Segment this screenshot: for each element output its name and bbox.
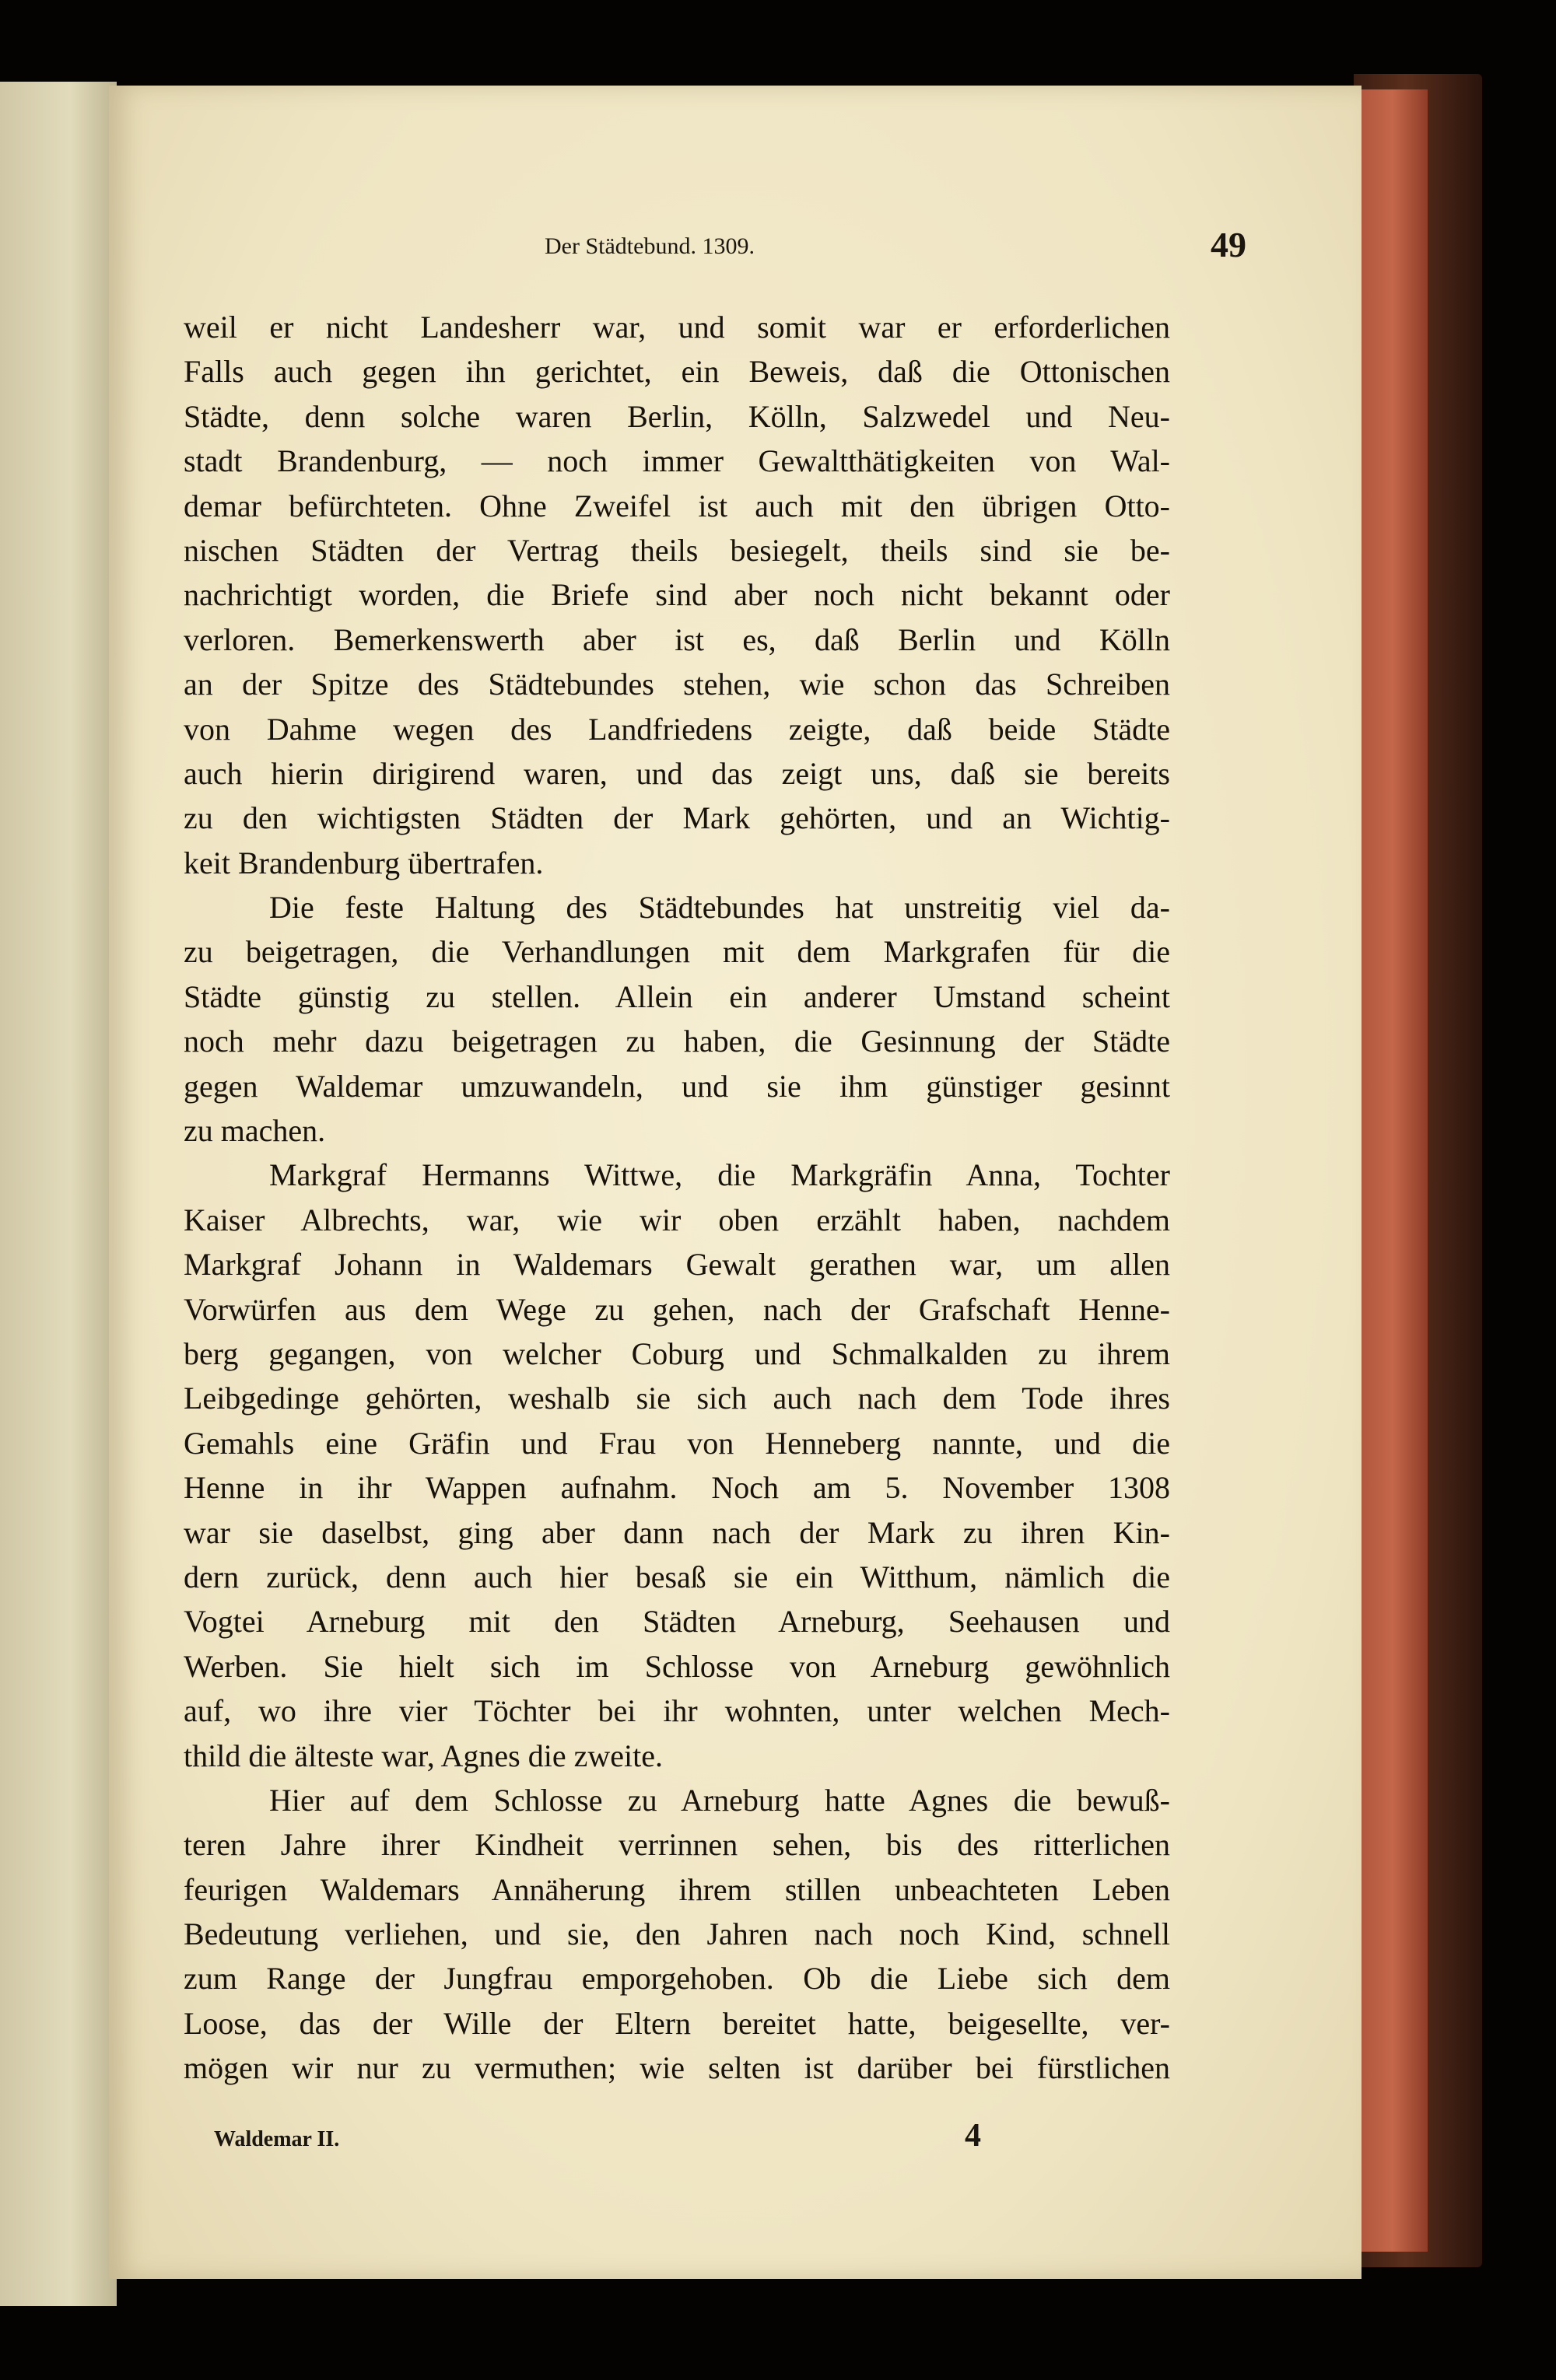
text-line: feurigen Waldemars Annäherung ihrem stillen unbeachteten Leben (184, 1871, 1170, 1907)
text-line: berg gegangen, von welcher Coburg und Schmalkalden zu ihrem (184, 1335, 1170, 1371)
text-line: nachrichtigt worden, die Briefe sind aber noch nicht bekannt oder (184, 577, 1170, 613)
text-line: Werben. Sie hielt sich im Schlosse von Arneburg gewöhnlich (184, 1648, 1170, 1684)
text-line: Städte, denn solche waren Berlin, Kölln, Salzwedel und Neu- (184, 398, 1170, 434)
paragraph (184, 885, 1170, 1153)
text-line: stadt Brandenburg, — noch immer Gewaltthätigkeiten von Wal- (184, 443, 1170, 479)
text-line: Die feste Haltung des Städtebundes hat unstreitig viel da- (269, 890, 1170, 926)
text-line: Leibgedinge gehörten, weshalb sie sich auch nach dem Tode ihres (184, 1381, 1170, 1416)
text-line: mögen wir nur zu vermuthen; wie selten ist darüber bei fürstlichen (184, 2050, 1170, 2086)
text-line: Falls auch gegen ihn gerichtet, ein Beweis, daß die Ottonischen (184, 354, 1170, 390)
running-title: Der Städtebund. 1309. (545, 233, 755, 259)
text-line: thild die älteste war, Agnes die zweite. (184, 1738, 663, 1773)
body-text (184, 305, 1170, 2091)
text-line: Vogtei Arneburg mit den Städten Arneburg, Seehausen und (184, 1604, 1170, 1640)
text-line: Markgraf Hermanns Wittwe, die Markgräfin Anna, Tochter (269, 1157, 1170, 1193)
book-page (109, 86, 1362, 2279)
text-line: Kaiser Albrechts, war, wie wir oben erzählt haben, nachdem (184, 1202, 1170, 1237)
text-line: Vorwürfen aus dem Wege zu gehen, nach der Grafschaft Henne- (184, 1291, 1170, 1327)
text-line: an der Spitze des Städtebundes stehen, wie schon das Schreiben (184, 667, 1170, 702)
text-line: verloren. Bemerkenswerth aber ist es, daß Berlin und Kölln (184, 621, 1170, 657)
text-line: dern zurück, denn auch hier besaß sie ein Witthum, nämlich die (184, 1559, 1170, 1594)
text-line: von Dahme wegen des Landfriedens zeigte, daß beide Städte (184, 711, 1170, 747)
text-line: Markgraf Johann in Waldemars Gewalt gerathen war, um allen (184, 1247, 1170, 1283)
text-line: demar befürchteten. Ohne Zweifel ist auch mit den übrigen Otto- (184, 488, 1170, 523)
text-line: zu machen. (184, 1113, 326, 1149)
text-line: zu beigetragen, die Verhandlungen mit dem Markgrafen für die (184, 934, 1170, 970)
signature-mark: 4 (965, 2118, 981, 2154)
text-line: Bedeutung verliehen, und sie, den Jahren nach noch Kind, schnell (184, 1916, 1170, 1952)
text-line: Städte günstig zu stellen. Allein ein anderer Umstand scheint (184, 978, 1170, 1014)
text-line: gegen Waldemar umzuwandeln, und sie ihm günstiger gesinnt (184, 1068, 1170, 1104)
text-line: noch mehr dazu beigetragen zu haben, die Gesinnung der Städte (184, 1024, 1170, 1059)
text-line: keit Brandenburg übertrafen. (184, 845, 544, 880)
text-line: auch hierin dirigirend waren, und das zeigt uns, daß sie bereits (184, 755, 1170, 791)
page-block-edge (1358, 89, 1428, 2252)
paragraph (184, 305, 1170, 885)
text-line: zum Range der Jungfrau emporgehoben. Ob die Liebe sich dem (184, 1961, 1170, 1997)
text-line: teren Jahre ihrer Kindheit verrinnen sehen, bis des ritterlichen (184, 1827, 1170, 1863)
text-line: weil er nicht Landesherr war, und somit war er erforderlichen (184, 310, 1170, 345)
text-line: auf, wo ihre vier Töchter bei ihr wohnten, unter welchen Mech- (184, 1693, 1170, 1729)
text-line: Loose, das der Wille der Eltern bereitet hatte, beigesellte, ver- (184, 2005, 1170, 2041)
facing-page-edge (0, 82, 117, 2306)
paragraph (184, 1153, 1170, 1777)
signature-line: Waldemar II. (214, 2127, 340, 2151)
text-line: nischen Städten der Vertrag theils besiegelt, theils sind sie be- (184, 532, 1170, 568)
text-line: Hier auf dem Schlosse zu Arneburg hatte Agnes die bewuß- (269, 1782, 1170, 1818)
text-line: Henne in ihr Wappen aufnahm. Noch am 5. November 1308 (184, 1470, 1170, 1506)
text-line: Gemahls eine Gräfin und Frau von Henneberg nannte, und die (184, 1425, 1170, 1461)
page-number: 49 (1211, 225, 1246, 264)
text-line: war sie daselbst, ging aber dann nach der Mark zu ihren Kin- (184, 1514, 1170, 1550)
text-line: zu den wichtigsten Städten der Mark gehörten, und an Wichtig- (184, 800, 1170, 836)
paragraph (184, 1778, 1170, 2091)
